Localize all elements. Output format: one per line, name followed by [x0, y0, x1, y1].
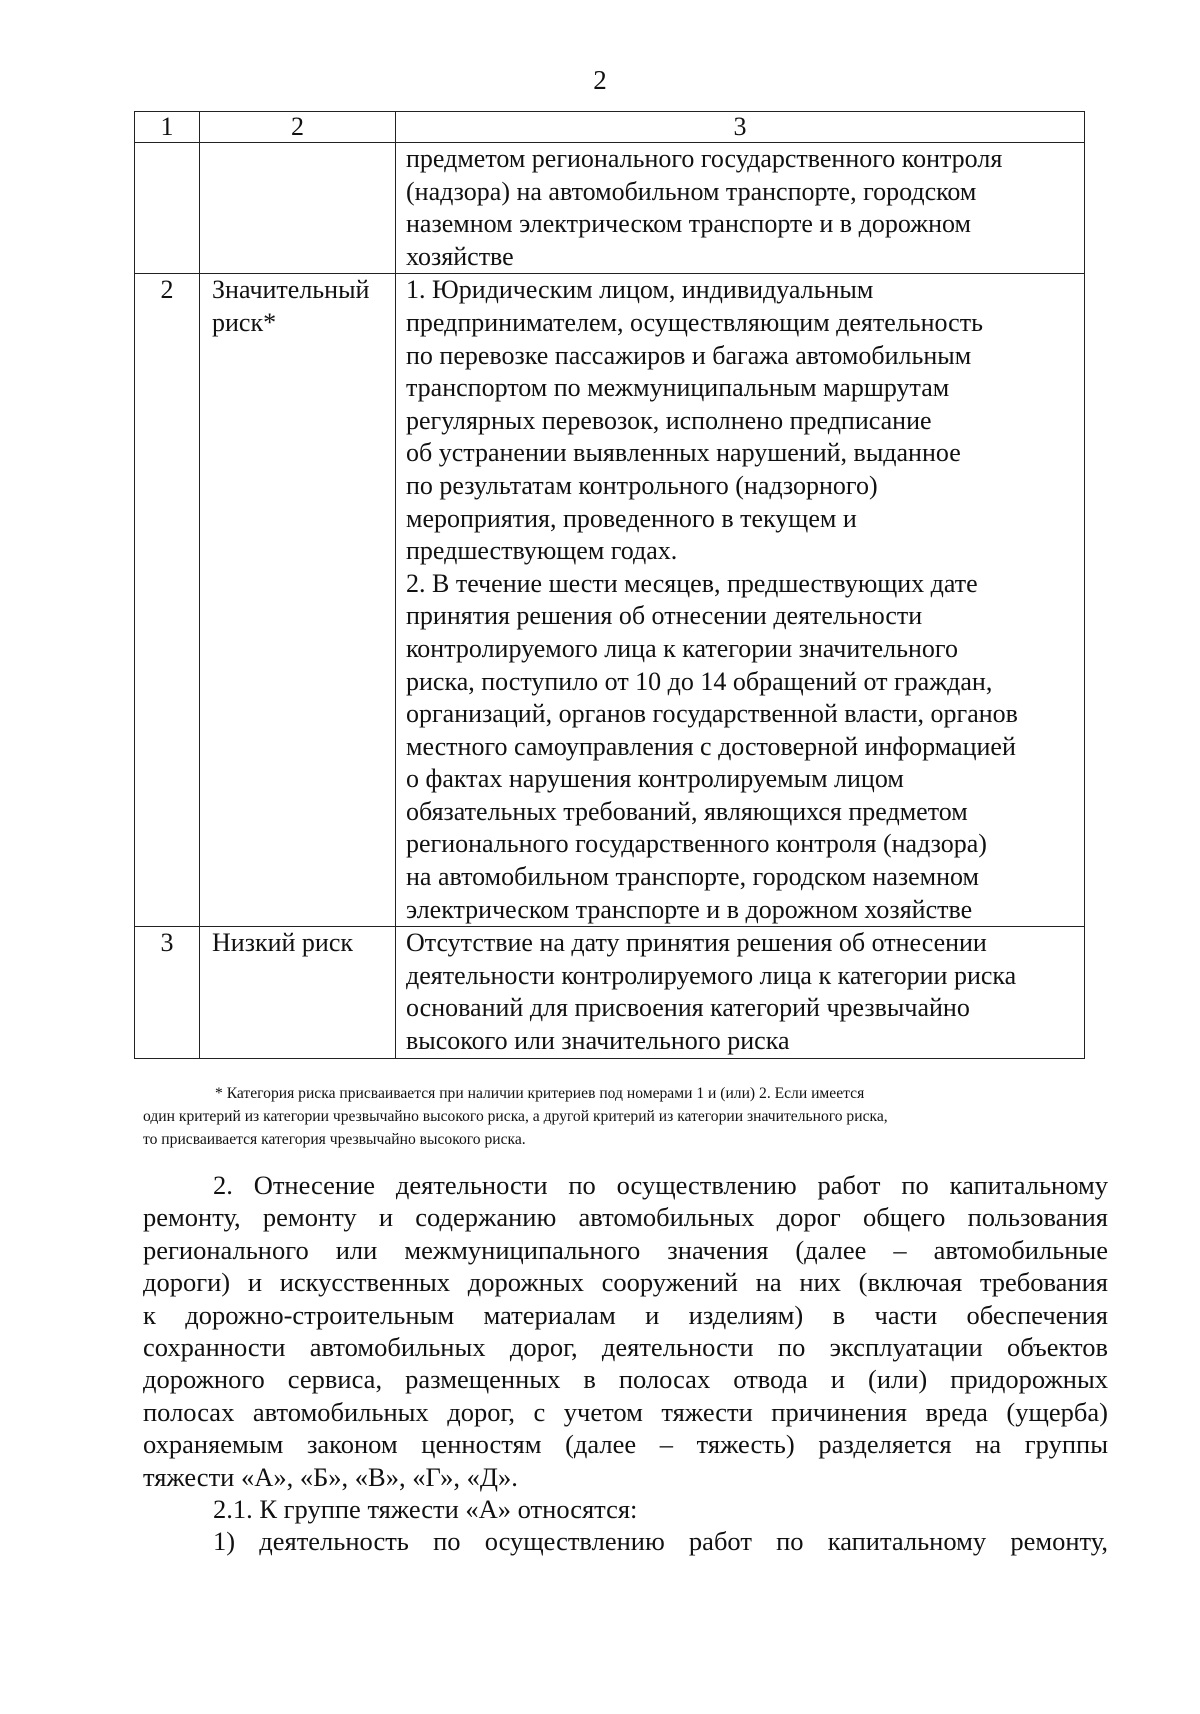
paragraph-2-1: 2.1. К группе тяжести «А» относятся:: [213, 1494, 638, 1525]
risk-category-line: риск*: [212, 307, 277, 337]
criteria-line: 2. В течение шести месяцев, предшествующих дате: [406, 568, 978, 598]
paragraph-2-line: регионального или межмуниципального значения (далее – автомобильные: [143, 1234, 1108, 1265]
row-number: 2: [160, 275, 174, 305]
header-cell-3: 3: [396, 112, 1085, 143]
paragraph-2-line: к дорожно-строительным материалам и изделиям) в части обеспечения: [143, 1299, 1108, 1330]
criteria-line: регулярных перевозок, исполнено предписание: [406, 405, 932, 435]
criteria-cell: [396, 274, 1085, 927]
criteria-line: наземном электрическом транспорте и в дорожном: [406, 209, 972, 239]
criteria-line: электрическом транспорте и в дорожном хозяйстве: [406, 894, 973, 924]
criteria-line: предпринимателем, осуществляющим деятельность: [406, 307, 983, 337]
criteria-cell: [396, 927, 1085, 1058]
paragraph-item-1: 1) деятельность по осуществлению работ по капитальному ремонту,: [213, 1526, 1108, 1557]
criteria-line: мероприятия, проведенного в текущем и: [406, 503, 857, 533]
risk-category-table: [134, 111, 1085, 1059]
paragraph-2-line: дорожного сервиса, размещенных в полосах отвода и (или) придорожных: [143, 1364, 1108, 1395]
criteria-line: на автомобильном транспорте, городском наземном: [406, 862, 979, 892]
row-number-cell: [135, 143, 200, 274]
paragraph-2-line: 2. Отнесение деятельности по осуществлению работ по капитальному: [213, 1170, 1108, 1200]
criteria-line: местного самоуправления с достоверной информацией: [406, 731, 1016, 761]
table-footnote: [143, 1082, 1108, 1151]
criteria-line: оснований для присвоения категорий чрезвычайно: [406, 993, 970, 1023]
risk-category-cell: [200, 274, 396, 927]
criteria-line: о фактах нарушения контролируемым лицом: [406, 764, 904, 794]
page-number: 2: [593, 65, 607, 95]
table-row: [135, 143, 1085, 274]
risk-category-cell: [200, 927, 396, 1058]
criteria-line: предметом регионального государственного контроля: [406, 144, 1003, 173]
criteria-line: транспортом по межмуниципальным маршрутам: [406, 373, 950, 403]
criteria-cell: [396, 143, 1085, 274]
risk-category-cell: [200, 143, 396, 274]
table-row: [135, 927, 1085, 1058]
risk-category-line: Низкий риск: [212, 928, 354, 958]
header-cell-1: 1: [135, 112, 200, 143]
footnote-line: * Категория риска присваивается при наличии критериев под номерами 1 и (или) 2. Если имеется: [215, 1085, 865, 1102]
table-row: [135, 274, 1085, 927]
paragraph-2-line: ремонту, ремонту и содержанию автомобильных дорог общего пользования: [143, 1202, 1108, 1233]
header-cell-2: 2: [200, 112, 396, 143]
criteria-line: обязательных требований, являющихся предметом: [406, 796, 968, 826]
criteria-line: риска, поступило от 10 до 14 обращений от граждан,: [406, 666, 993, 696]
document-body: [143, 1169, 1108, 1558]
criteria-line: (надзора) на автомобильном транспорте, городском: [406, 176, 977, 206]
row-number: 3: [160, 928, 174, 958]
criteria-line: Отсутствие на дату принятия решения об отнесении: [406, 928, 987, 958]
paragraph-2: [143, 1169, 1108, 1493]
paragraph-2-line: охраняемым законом ценностям (далее – тяжесть) разделяется на группы: [143, 1429, 1108, 1460]
criteria-line: принятия решения об отнесении деятельности: [406, 601, 923, 631]
criteria-line: предшествующем годах.: [406, 536, 678, 566]
criteria-line: по результатам контрольного (надзорного): [406, 470, 878, 500]
criteria-line: контролируемого лица к категории значительного: [406, 633, 958, 663]
paragraph-2-line: сохранности автомобильных дорог, деятельности по эксплуатации объектов: [143, 1332, 1108, 1363]
paragraph-2-line: дороги) и искусственных дорожных сооружений на них (включая требования: [143, 1267, 1108, 1298]
criteria-line: об устранении выявленных нарушений, выданное: [406, 438, 961, 468]
footnote-line: то присваивается категория чрезвычайно высокого риска.: [143, 1131, 526, 1148]
criteria-line: регионального государственного контроля (надзора): [406, 829, 987, 859]
criteria-line: организаций, органов государственной власти, органов: [406, 699, 1018, 729]
risk-category-line: Значительный: [212, 275, 370, 305]
criteria-line: высокого или значительного риска: [406, 1026, 790, 1056]
footnote-line: один критерий из категории чрезвычайно высокого риска, а другой критерий из категории значительного риска,: [143, 1108, 888, 1125]
row-number-cell: [135, 274, 200, 927]
paragraph-2-line: тяжести «А», «Б», «В», «Г», «Д».: [143, 1461, 518, 1492]
criteria-line: по перевозке пассажиров и багажа автомобильным: [406, 340, 972, 370]
row-number-cell: [135, 927, 200, 1058]
criteria-line: деятельности контролируемого лица к категории риска: [406, 960, 1017, 990]
paragraph-2-line: полосах автомобильных дорог, с учетом тяжести причинения вреда (ущерба): [143, 1396, 1108, 1427]
table-header-row: [135, 112, 1085, 143]
criteria-line: хозяйстве: [406, 241, 514, 271]
criteria-line: 1. Юридическим лицом, индивидуальным: [406, 275, 874, 305]
